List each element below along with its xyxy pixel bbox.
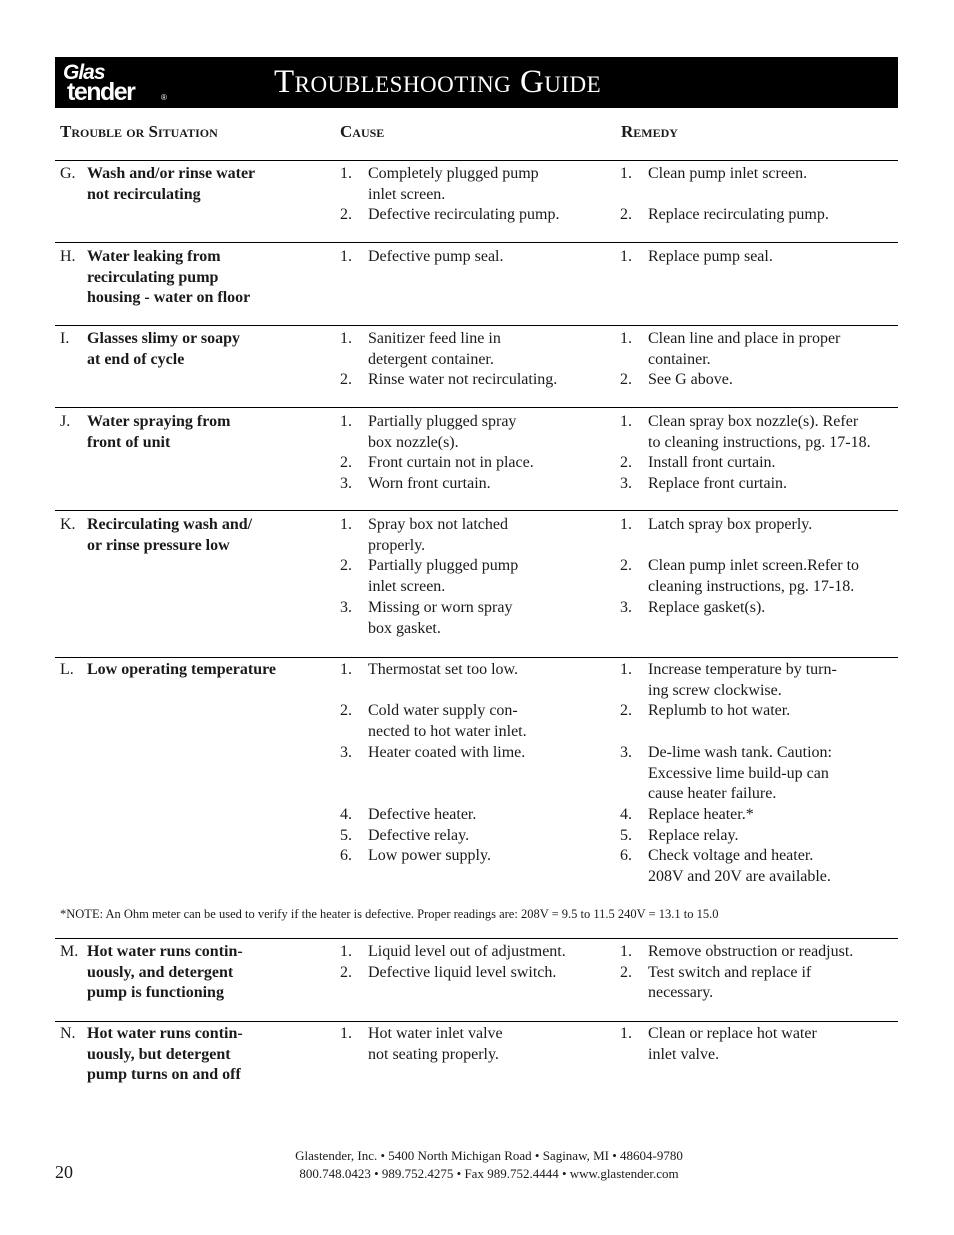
page-title: Troubleshooting Guide — [274, 64, 602, 100]
cause-text: Spray box not latched — [368, 516, 508, 533]
remedy-text: Remove obstruction or readjust. — [648, 943, 854, 960]
remedy-number: 4. — [620, 805, 632, 823]
cause-text: Heater coated with lime. — [368, 743, 526, 761]
cause-number: 3. — [340, 598, 352, 616]
remedy-number: 2. — [620, 702, 632, 720]
cause-number: 1. — [340, 330, 352, 347]
trouble-text: Water spraying from — [87, 413, 231, 430]
remedy-text: Replace heater.* — [648, 805, 754, 823]
cause-number: 3. — [340, 475, 352, 493]
cause-text: box gasket. — [368, 619, 441, 637]
cause-text: Missing or worn spray — [368, 598, 513, 616]
remedy-number: 1. — [620, 330, 632, 347]
remedy-text: ing screw clockwise. — [648, 681, 782, 699]
remedy-text: De-lime wash tank. Caution: — [648, 743, 832, 761]
trouble-text: uously, and detergent — [87, 963, 234, 981]
glastender-logo — [63, 61, 168, 105]
cause-text: Partially plugged spray — [368, 413, 517, 430]
trouble-text: Wash and/or rinse water — [87, 165, 256, 182]
remedy-text: Clean pump inlet screen. — [648, 165, 808, 182]
remedy-text: Test switch and replace if — [648, 963, 812, 981]
cause-text: inlet screen. — [368, 185, 446, 203]
remedy-number: 5. — [620, 826, 632, 844]
remedy-number: 1. — [620, 516, 632, 533]
remedy-number: 2. — [620, 454, 632, 472]
cause-text: Thermostat set too low. — [368, 661, 519, 678]
remedy-text: Increase temperature by turn- — [648, 661, 837, 678]
remedy-text: Clean spray box nozzle(s). Refer — [648, 413, 859, 430]
column-header-cause: Cause — [340, 122, 385, 141]
trouble-text: recirculating pump — [87, 268, 219, 286]
trouble-text: front of unit — [87, 433, 171, 451]
trouble-text: not recirculating — [87, 185, 201, 203]
remedy-text: Replace front curtain. — [648, 475, 788, 493]
remedy-text: Excessive lime build-up can — [648, 764, 829, 782]
cause-number: 2. — [340, 206, 352, 224]
remedy-text: See G above. — [648, 371, 733, 389]
registered-mark: ® — [161, 93, 167, 102]
remedy-number: 1. — [620, 413, 632, 430]
footer-address: Glastender, Inc. • 5400 North Michigan Road • Saginaw, MI • 48604-9780 — [295, 1148, 683, 1163]
trouble-text: Glasses slimy or soapy — [87, 330, 241, 347]
trouble-text: Recirculating wash and/ — [87, 516, 253, 533]
cause-text: Defective recirculating pump. — [368, 206, 560, 224]
cause-number: 2. — [340, 454, 352, 472]
remedy-number: 6. — [620, 847, 632, 865]
column-header-remedy: Remedy — [621, 122, 678, 141]
logo-text-top: Glas — [63, 61, 105, 84]
ohm-meter-note: *NOTE: An Ohm meter can be used to verify if the heater is defective. Proper readings are: 208V = 9.5 to 11.5 240V = 13.1 to 15.0 — [60, 907, 719, 921]
remedy-number: 2. — [620, 963, 632, 981]
row-letter: K. — [60, 516, 76, 533]
remedy-number: 1. — [620, 943, 632, 960]
trouble-text: pump turns on and off — [87, 1066, 241, 1084]
row-letter: M. — [60, 943, 79, 960]
remedy-number: 1. — [620, 661, 632, 678]
trouble-text: Water leaking from — [87, 248, 221, 265]
trouble-text: or rinse pressure low — [87, 536, 230, 554]
cause-number: 1. — [340, 943, 352, 960]
row-divider — [55, 160, 898, 161]
cause-text: nected to hot water inlet. — [368, 723, 527, 741]
trouble-text: uously, but detergent — [87, 1045, 231, 1063]
remedy-text: Clean pump inlet screen.Refer to — [648, 557, 860, 575]
remedy-text: Replace gasket(s). — [648, 598, 766, 616]
remedy-text: container. — [648, 350, 711, 368]
cause-text: Sanitizer feed line in — [368, 330, 501, 347]
row-divider — [55, 938, 898, 939]
cause-text: properly. — [368, 536, 426, 554]
cause-text: Liquid level out of adjustment. — [368, 943, 566, 960]
cause-text: Defective liquid level switch. — [368, 963, 557, 981]
remedy-number: 3. — [620, 475, 632, 493]
trouble-text: pump is functioning — [87, 984, 224, 1002]
header-bar — [55, 57, 898, 108]
cause-number: 1. — [340, 165, 352, 182]
remedy-number: 3. — [620, 598, 632, 616]
row-divider — [55, 1021, 898, 1022]
trouble-text: Low operating temperature — [87, 661, 276, 678]
cause-text: Defective relay. — [368, 826, 470, 844]
cause-text: box nozzle(s). — [368, 433, 459, 451]
trouble-text: housing - water on floor — [87, 289, 251, 307]
row-letter: I. — [60, 330, 70, 347]
row-divider — [55, 657, 898, 658]
cause-number: 2. — [340, 557, 352, 575]
cause-text: not seating properly. — [368, 1045, 499, 1063]
cause-number: 1. — [340, 1025, 352, 1042]
column-header-trouble: Trouble or Situation — [60, 122, 218, 141]
remedy-text: 208V and 20V are available. — [648, 868, 831, 885]
cause-number: 1. — [340, 413, 352, 430]
logo-text-bottom: tender — [67, 78, 135, 106]
remedy-number: 2. — [620, 206, 632, 224]
row-divider — [55, 325, 898, 326]
cause-text: Completely plugged pump — [368, 165, 539, 182]
remedy-text: Replace relay. — [648, 826, 739, 844]
cause-number: 1. — [340, 516, 352, 533]
row-letter: L. — [60, 661, 74, 678]
remedy-text: cause heater failure. — [648, 785, 777, 803]
cause-number: 5. — [340, 826, 352, 844]
remedy-number: 1. — [620, 248, 632, 265]
cause-number: 2. — [340, 963, 352, 981]
cause-text: detergent container. — [368, 350, 494, 368]
remedy-text: Replumb to hot water. — [648, 702, 791, 720]
remedy-number: 2. — [620, 371, 632, 389]
cause-number: 2. — [340, 702, 352, 720]
remedy-text: necessary. — [648, 984, 714, 1002]
remedy-text: Check voltage and heater. — [648, 847, 814, 865]
cause-text: Cold water supply con- — [368, 702, 518, 720]
remedy-number: 1. — [620, 165, 632, 182]
remedy-text: Install front curtain. — [648, 454, 776, 472]
row-letter: H. — [60, 248, 76, 265]
row-divider — [55, 407, 898, 408]
cause-number: 1. — [340, 248, 352, 265]
remedy-text: Clean or replace hot water — [648, 1025, 817, 1042]
row-letter: G. — [60, 165, 76, 182]
cause-text: Front curtain not in place. — [368, 454, 534, 472]
cause-text: Worn front curtain. — [368, 475, 491, 493]
page-number: 20 — [55, 1162, 73, 1182]
remedy-text: inlet valve. — [648, 1045, 720, 1063]
cause-number: 6. — [340, 847, 352, 865]
remedy-text: Clean line and place in proper — [648, 330, 841, 347]
cause-text: Hot water inlet valve — [368, 1025, 503, 1042]
remedy-text: Replace pump seal. — [648, 248, 773, 265]
cause-text: Low power supply. — [368, 847, 491, 865]
cause-text: inlet screen. — [368, 578, 446, 596]
remedy-text: Replace recirculating pump. — [648, 206, 829, 224]
remedy-text: Latch spray box properly. — [648, 516, 813, 533]
remedy-number: 2. — [620, 557, 632, 575]
remedy-text: cleaning instructions, pg. 17-18. — [648, 578, 855, 596]
cause-text: Defective pump seal. — [368, 248, 504, 265]
row-divider — [55, 242, 898, 243]
remedy-text: to cleaning instructions, pg. 17-18. — [648, 433, 871, 451]
cause-number: 2. — [340, 371, 352, 389]
cause-text: Defective heater. — [368, 805, 477, 823]
cause-text: Rinse water not recirculating. — [368, 371, 558, 389]
cause-number: 4. — [340, 805, 352, 823]
row-letter: J. — [60, 413, 71, 430]
cause-number: 1. — [340, 661, 352, 678]
trouble-text: Hot water runs contin- — [87, 943, 243, 960]
row-letter: N. — [60, 1025, 76, 1042]
cause-number: 3. — [340, 743, 352, 761]
remedy-number: 1. — [620, 1025, 632, 1042]
row-divider — [55, 510, 898, 511]
trouble-text: Hot water runs contin- — [87, 1025, 243, 1042]
cause-text: Partially plugged pump — [368, 557, 519, 575]
remedy-number: 3. — [620, 743, 632, 761]
trouble-text: at end of cycle — [87, 350, 185, 368]
footer-contact: 800.748.0423 • 989.752.4275 • Fax 989.752.4444 • www.glastender.com — [299, 1166, 679, 1181]
